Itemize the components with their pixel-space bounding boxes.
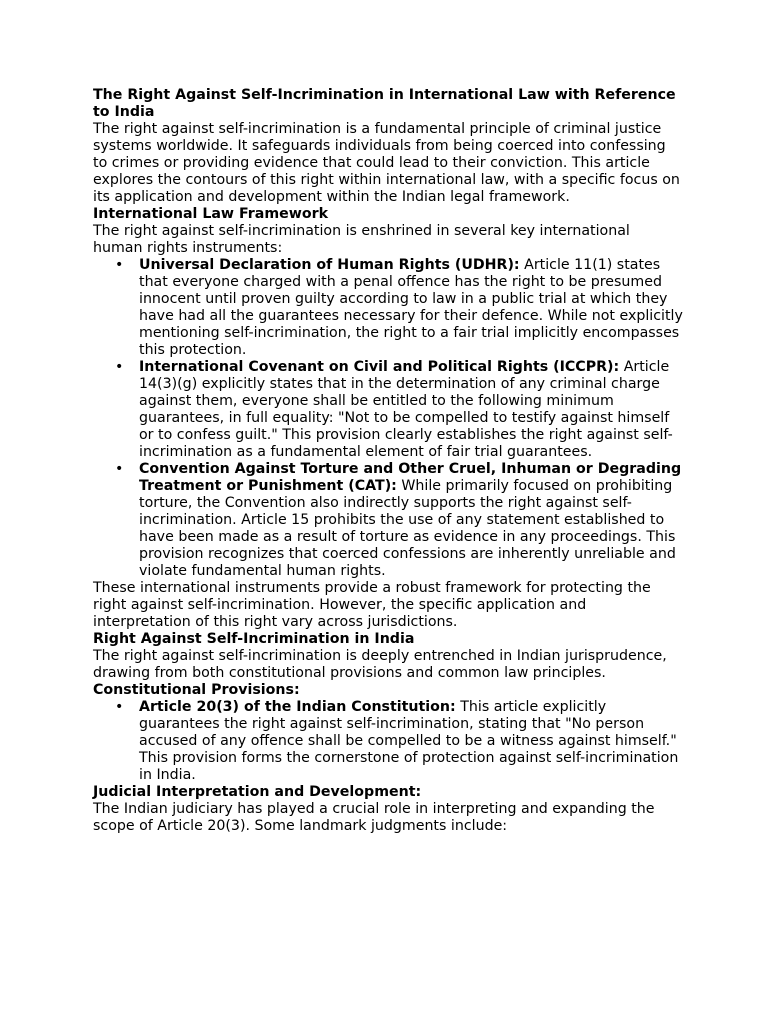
section-heading-india: Right Against Self-Incrimination in India — [93, 631, 415, 647]
section-lead-international-law: The right against self-incrimination is enshrined in several key international human rights instruments: — [93, 223, 630, 256]
section-heading-constitutional: Constitutional Provisions: — [93, 682, 300, 698]
section-heading-judicial: Judicial Interpretation and Development: — [93, 784, 422, 800]
document-page — [93, 87, 683, 835]
list-item-term: Universal Declaration of Human Rights (UDHR): — [139, 257, 520, 273]
list-item-article-20-3 — [139, 699, 683, 784]
document-title: The Right Against Self-Incrimination in International Law with Reference to India — [93, 87, 676, 120]
constitutional-list — [93, 699, 683, 784]
section-lead-india: The right against self-incrimination is deeply entrenched in Indian jurisprudence, drawing from both constitutional provisions and common law principles. — [93, 648, 667, 681]
list-item-term: Convention Against Torture and Other Cruel, Inhuman or Degrading Treatment or Punishment (CAT): — [139, 461, 682, 494]
section-closing-international-law: These international instruments provide a robust framework for protecting the right against self-incrimination. However, the specific application and interpretation of this right vary across jurisdictions. — [93, 580, 651, 630]
list-item-term: Article 20(3) of the Indian Constitution: — [139, 699, 456, 715]
list-item-text: While primarily focused on prohibiting torture, the Convention also indirectly supports the right against self-incrimination. Article 15 prohibits the use of any statement established to have been made as a result of torture as evidence in any proceedings. This provision recognizes that coerced confessions are inherently unreliable and violate fundamental human rights. — [139, 478, 676, 579]
list-item-cat — [139, 461, 683, 580]
instrument-list — [93, 257, 683, 580]
section-heading-international-law: International Law Framework — [93, 206, 329, 222]
list-item-udhr — [139, 257, 683, 359]
list-item-iccpr — [139, 359, 683, 461]
list-item-text: Article 14(3)(g) explicitly states that in the determination of any criminal charge against them, everyone shall be entitled to the following minimum guarantees, in full equality: "Not to be compelled to testify against himself or to confess guilt." This provision clearly establishes the right against self-incrimination as a fundamental element of fair trial guarantees. — [139, 359, 673, 460]
list-item-term: International Covenant on Civil and Political Rights (ICCPR): — [139, 359, 620, 375]
list-item-text: This article explicitly guarantees the right against self-incrimination, stating that "No person accused of any offence shall be compelled to be a witness against himself." This provision forms the cornerstone of protection against self-incrimination in India. — [139, 699, 679, 783]
list-item-text: Article 11(1) states that everyone charged with a penal offence has the right to be presumed innocent until proven guilty according to law in a public trial at which they have had all the guarantees necessary for their defence. While not explicitly mentioning self-incrimination, the right to a fair trial implicitly encompasses this protection. — [139, 257, 683, 358]
section-lead-judicial: The Indian judiciary has played a crucial role in interpreting and expanding the scope of Article 20(3). Some landmark judgments include: — [93, 801, 655, 834]
intro-paragraph: The right against self-incrimination is a fundamental principle of criminal justice systems worldwide. It safeguards individuals from being coerced into confessing to crimes or providing evidence that could lead to their conviction. This article explores the contours of this right within international law, with a specific focus on its application and development within the Indian legal framework. — [93, 121, 680, 205]
